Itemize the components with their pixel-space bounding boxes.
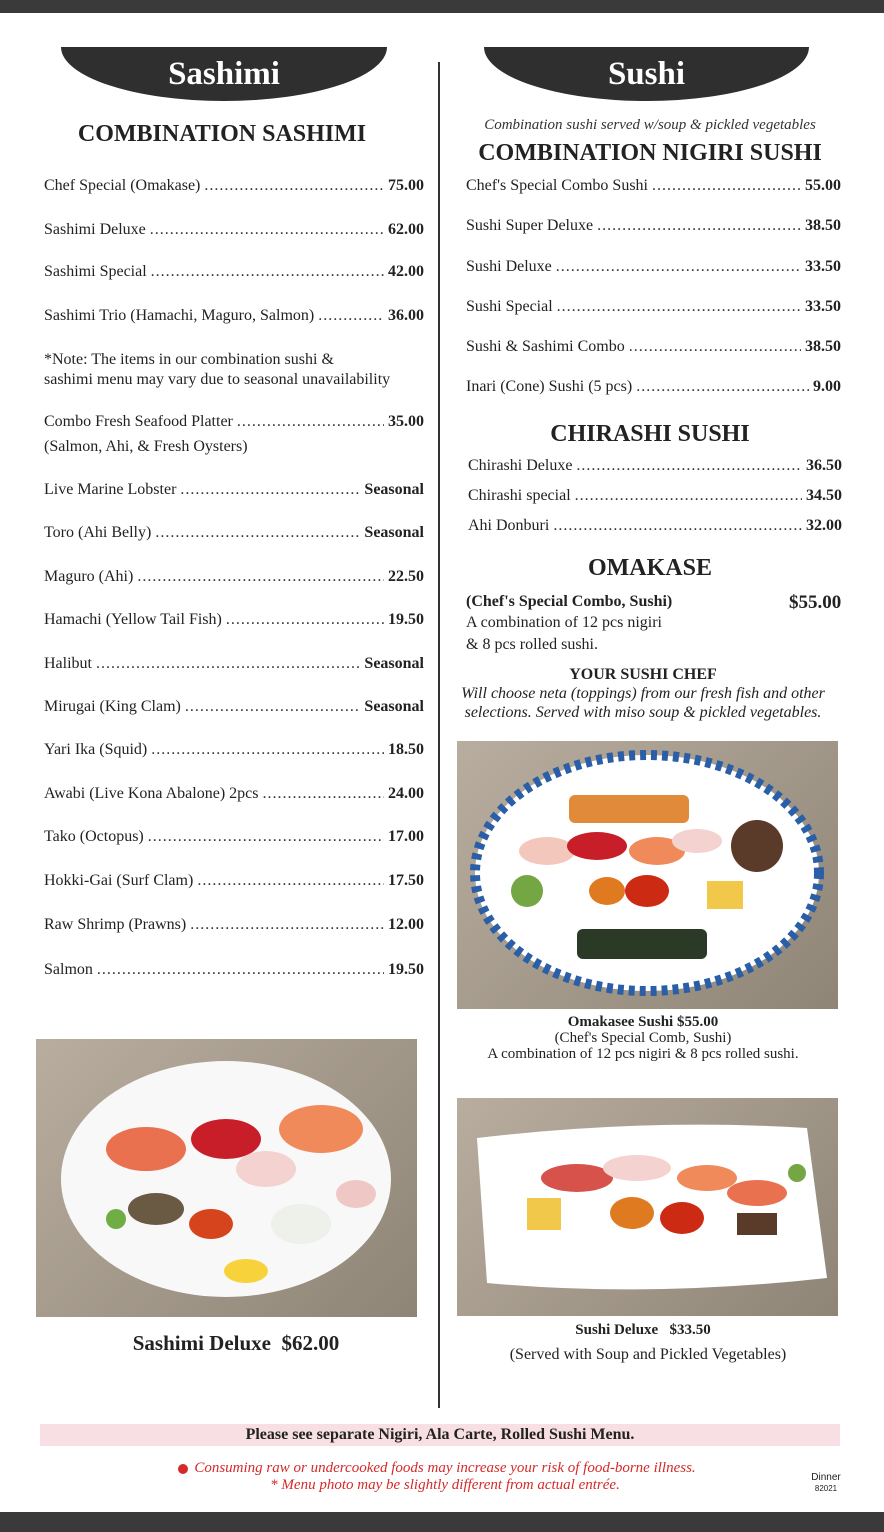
caption-item-price: $62.00 <box>281 1331 340 1355</box>
sashimi-deluxe-photo <box>36 1039 417 1317</box>
item-price: 33.50 <box>805 298 841 315</box>
leader-dots <box>262 785 384 803</box>
item-name: Hokki-Gai (Surf Clam) <box>44 872 194 889</box>
menu-item <box>44 961 424 979</box>
chef-description-line2: selections. Served with miso soup & pickled vegetables. <box>464 704 822 721</box>
platter-description: (Salmon, Ahi, & Fresh Oysters) <box>44 438 248 455</box>
menu-item <box>44 698 424 716</box>
menu-item <box>466 338 841 356</box>
item-name: Sushi Deluxe <box>466 258 552 275</box>
omakase-description-line1: A combination of 12 pcs nigiri <box>466 614 662 631</box>
item-name: Mirugai (King Clam) <box>44 698 181 715</box>
menu-item <box>44 916 424 934</box>
item-price: Seasonal <box>364 481 424 498</box>
menu-item <box>44 872 424 890</box>
item-name: Sashimi Trio (Hamachi, Maguro, Salmon) <box>44 307 315 324</box>
leader-dots <box>185 698 361 716</box>
leader-dots <box>155 524 360 542</box>
item-name: Hamachi (Yellow Tail Fish) <box>44 611 222 628</box>
item-price: 38.50 <box>805 217 841 234</box>
item-price: 36.50 <box>806 457 842 474</box>
item-price: 24.00 <box>388 785 424 802</box>
leader-dots <box>180 481 360 499</box>
item-name: Raw Shrimp (Prawns) <box>44 916 187 933</box>
omakase-title: (Chef's Special Combo, Sushi) <box>466 593 673 610</box>
leader-dots <box>226 611 384 629</box>
item-name: Sushi Special <box>466 298 553 315</box>
separate-menu-banner: Please see separate Nigiri, Ala Carte, Rolled Sushi Menu. <box>40 1424 840 1446</box>
item-name: Sushi & Sashimi Combo <box>466 338 625 355</box>
item-price: 22.50 <box>388 568 424 585</box>
menu-item <box>44 177 424 195</box>
menu-item <box>468 457 842 475</box>
omakase-photo-caption-subtitle: (Chef's Special Comb, Sushi) <box>554 1030 732 1046</box>
item-price: Seasonal <box>364 698 424 715</box>
leader-dots <box>576 457 802 475</box>
menu-item <box>44 413 424 431</box>
leader-dots <box>190 916 384 934</box>
omakase-sushi-photo <box>457 741 838 1009</box>
sushi-deluxe-plate-illustration <box>457 1098 838 1316</box>
omakase-price: $55.00 <box>789 592 842 613</box>
item-name: Sushi Super Deluxe <box>466 217 594 234</box>
bottom-bar <box>0 1512 884 1532</box>
photo-disclaimer: * Menu photo may be slightly different from actual entrée. <box>270 1477 620 1493</box>
leader-dots <box>652 177 801 195</box>
sashimi-plate-illustration <box>36 1039 417 1317</box>
menu-item <box>44 263 424 281</box>
menu-item <box>44 481 424 499</box>
leader-dots <box>318 307 384 325</box>
omakase-heading: OMAKASE <box>587 555 712 581</box>
omakase-photo-caption-desc: A combination of 12 pcs nigiri & 8 pcs rolled sushi. <box>487 1046 799 1062</box>
item-name: Chef's Special Combo Sushi <box>466 177 648 194</box>
caption-item-name: Sashimi Deluxe <box>132 1331 271 1355</box>
item-price: 75.00 <box>388 177 424 194</box>
omakase-description-line2: & 8 pcs rolled sushi. <box>466 636 598 653</box>
top-bar <box>0 0 884 13</box>
item-price: 62.00 <box>388 221 424 238</box>
item-price: 12.00 <box>388 916 424 933</box>
menu-item <box>44 828 424 846</box>
sushi-deluxe-caption-desc: (Served with Soup and Pickled Vegetables) <box>509 1346 787 1363</box>
item-price: 34.50 <box>806 487 842 504</box>
item-price: 36.00 <box>388 307 424 324</box>
item-name: Sashimi Special <box>44 263 147 280</box>
item-price: 18.50 <box>388 741 424 758</box>
menu-item <box>44 785 424 803</box>
menu-item <box>44 307 424 325</box>
leader-dots <box>151 741 384 759</box>
item-name: Live Marine Lobster <box>44 481 177 498</box>
seasonal-note-line2: sashimi menu may vary due to seasonal unavailability <box>44 371 391 388</box>
leader-dots <box>636 378 809 396</box>
item-name: Halibut <box>44 655 92 672</box>
menu-item <box>44 568 424 586</box>
item-price: 35.00 <box>388 413 424 430</box>
menu-tag-line1: Dinner <box>811 1472 841 1483</box>
item-name: Salmon <box>44 961 93 978</box>
item-price: 38.50 <box>805 338 841 355</box>
menu-item <box>44 524 424 542</box>
item-name: Combo Fresh Seafood Platter <box>44 413 233 430</box>
leader-dots <box>204 177 384 195</box>
menu-item <box>466 378 841 396</box>
chef-description-line1: Will choose neta (toppings) from our fresh fish and other <box>461 685 825 702</box>
item-price: 42.00 <box>388 263 424 280</box>
item-name: Ahi Donburi <box>468 517 550 534</box>
menu-item <box>44 221 424 239</box>
item-name: Awabi (Live Kona Abalone) 2pcs <box>44 785 259 802</box>
item-price: 17.50 <box>388 872 424 889</box>
item-name: Inari (Cone) Sushi (5 pcs) <box>466 378 633 395</box>
item-name: Chirashi Deluxe <box>468 457 573 474</box>
leader-dots <box>97 961 384 979</box>
sushi-deluxe-photo <box>457 1098 838 1316</box>
item-name: Yari Ika (Squid) <box>44 741 148 758</box>
leader-dots <box>553 517 802 535</box>
menu-item <box>466 177 841 195</box>
menu-item <box>44 655 424 673</box>
item-price: 17.00 <box>388 828 424 845</box>
menu-item <box>44 741 424 759</box>
item-price: 19.50 <box>388 961 424 978</box>
sashimi-tab: Sashimi <box>61 47 387 101</box>
menu-item <box>468 487 842 505</box>
omakase-photo-caption-title: Omakasee Sushi $55.00 <box>567 1014 719 1030</box>
item-price: 55.00 <box>805 177 841 194</box>
leader-dots <box>557 298 801 316</box>
item-price: 19.50 <box>388 611 424 628</box>
leader-dots <box>150 221 384 239</box>
chef-heading: YOUR SUSHI CHEF <box>569 666 717 683</box>
item-price: Seasonal <box>364 524 424 541</box>
nigiri-heading: COMBINATION NIGIRI SUSHI <box>478 140 822 166</box>
item-name: Chirashi special <box>468 487 571 504</box>
leader-dots <box>629 338 801 356</box>
leader-dots <box>96 655 360 673</box>
item-name: Chef Special (Omakase) <box>44 177 201 194</box>
sushi-subnote: Combination sushi served w/soup & pickled vegetables <box>484 117 816 133</box>
caption-item-name: Sushi Deluxe <box>575 1322 659 1338</box>
menu-item <box>466 217 841 235</box>
menu-item <box>466 258 841 276</box>
caption-item-price: $33.50 <box>669 1322 711 1338</box>
leader-dots <box>556 258 801 276</box>
raw-food-warning: Consuming raw or undercooked foods may increase your risk of food-borne illness. <box>194 1460 696 1476</box>
item-name: Toro (Ahi Belly) <box>44 524 152 541</box>
item-name: Tako (Octopus) <box>44 828 144 845</box>
item-price: Seasonal <box>364 655 424 672</box>
omakase-plate-illustration <box>457 741 838 1009</box>
combination-sashimi-heading: COMBINATION SASHIMI <box>77 121 367 147</box>
item-price: 32.00 <box>806 517 842 534</box>
leader-dots <box>575 487 802 505</box>
sashimi-photo-caption <box>40 1331 432 1356</box>
menu-item <box>466 298 841 316</box>
menu-tag-line2: 82021 <box>814 1484 838 1493</box>
item-name: Sashimi Deluxe <box>44 221 146 238</box>
leader-dots <box>151 263 384 281</box>
sushi-deluxe-caption <box>448 1322 838 1339</box>
item-name: Maguro (Ahi) <box>44 568 134 585</box>
column-divider <box>438 62 440 1408</box>
leader-dots <box>237 413 384 431</box>
leader-dots <box>597 217 801 235</box>
item-price: 33.50 <box>805 258 841 275</box>
item-price: 9.00 <box>813 378 841 395</box>
leader-dots <box>137 568 384 586</box>
leader-dots <box>197 872 384 890</box>
leader-dots <box>148 828 384 846</box>
menu-item <box>468 517 842 535</box>
sushi-tab: Sushi <box>484 47 809 101</box>
menu-item <box>44 611 424 629</box>
seasonal-note-line1: *Note: The items in our combination sushi & <box>44 351 334 368</box>
chirashi-heading: CHIRASHI SUSHI <box>550 421 750 447</box>
